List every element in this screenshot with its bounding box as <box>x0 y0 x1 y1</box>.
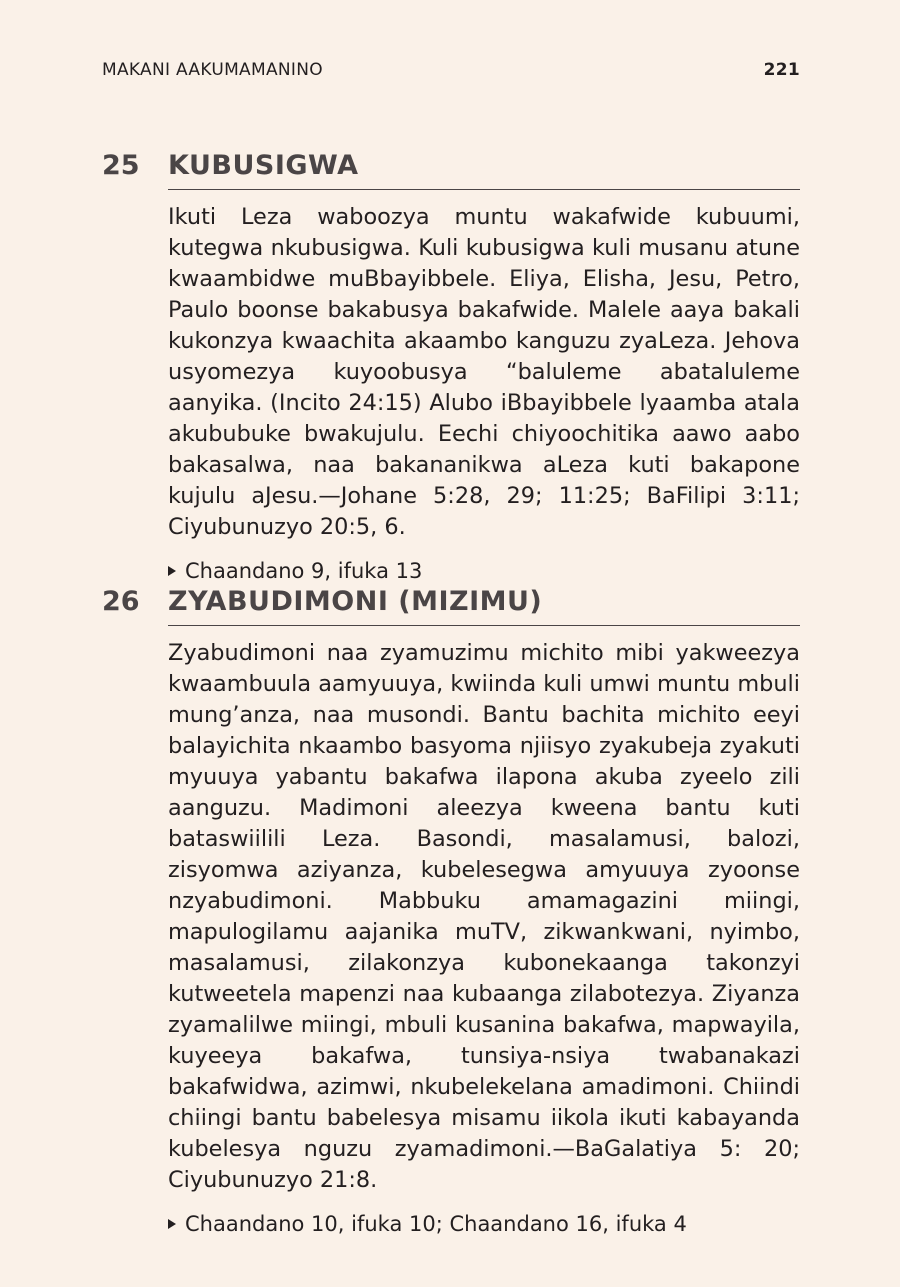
section-title: KUBUSIGWA <box>168 150 359 181</box>
section-title: ZYABUDIMONI (MIZIMU) <box>168 586 543 617</box>
section-25 <box>102 150 800 583</box>
section-26 <box>102 586 800 1236</box>
section-heading <box>102 586 800 626</box>
section-body: Zyabudimoni naa zyamuzimu michito mibi yakweezya kwaambuula aamyuuya, kwiinda kuli umwi muntu mbuli mung’anza, naa musondi. Bantu bachita michito eeyi balayichita nkaambo basyoma njiisyo zyakubeja zyakuti myuuya yabantu bakafwa ilapona akuba zyeelo zili aanguzu. Madimoni aleezya kweena bantu kuti bataswіilili Leza. Basondi, masalamusi, balozi, zisyomwa aziyanza, kubelesegwa amyuuya zyoonse nzyabudimoni. Mabbuku amamagazini miingi, mapulogilamu aajanika muTV, zikwankwani, nyimbo, masalamusi, zilakonzya kubonekaanga takonzyi kutweetela mapenzi naa kubaanga zilabotezya. Ziyanza zyamalilwe miingi, mbuli kusanina bakafwa, mapwayila, kuyeeya bakafwa, tunsiya-nsiya twabanakazi bakafwidwa, azimwi, nkubelekelana amadimoni. Chiindi chiingi bantu babelesya misamu iikola ikuti kabayanda kubelesya nguzu zyamadimoni.—BaGalatiya 5: 20; Ciyubunuzyo 21:8. <box>168 640 800 1193</box>
cross-reference-text: Chaandano 9, ifuka 13 <box>185 559 423 583</box>
section-body: Ikuti Leza waboozya muntu wakafwide kubuumi, kutegwa nkubusigwa. Kuli kubusigwa kuli musanu atune kwaambidwe muBbayibbele. Eliya, Elisha, Jesu, Petro, Paulo boonse bakabusya bakafwide. Malele aaya bakali kukonzya kwaachita akaambo kanguzu zyaLeza. Jehova usyomezya kuyoobusya “baluleme abataluleme aanyika. (Incito 24:15) Alubo iBbayibbele lyaamba atala akububuke bwakujulu. Eechi chiyoochitika aawo aabo bakasalwa, naa bakananikwa aLeza kuti bakapone kujulu aJesu.—Johane 5:28, 29; 11:25; BaFilipi 3:11; Ciyubunuzyo 20:5, 6. <box>168 204 800 540</box>
section-number: 26 <box>102 586 140 617</box>
heading-rule <box>168 625 800 626</box>
cross-reference <box>168 1212 800 1236</box>
cross-reference <box>168 559 800 583</box>
section-number: 25 <box>102 150 140 181</box>
triangle-bullet-icon <box>168 566 176 576</box>
heading-rule <box>168 189 800 190</box>
triangle-bullet-icon <box>168 1219 176 1229</box>
running-head <box>102 60 800 80</box>
running-title: MAKANI AAKUMAMANINO <box>102 60 323 80</box>
cross-reference-text: Chaandano 10, ifuka 10; Chaandano 16, ifuka 4 <box>185 1212 687 1236</box>
section-heading <box>102 150 800 190</box>
page-number: 221 <box>763 60 800 80</box>
